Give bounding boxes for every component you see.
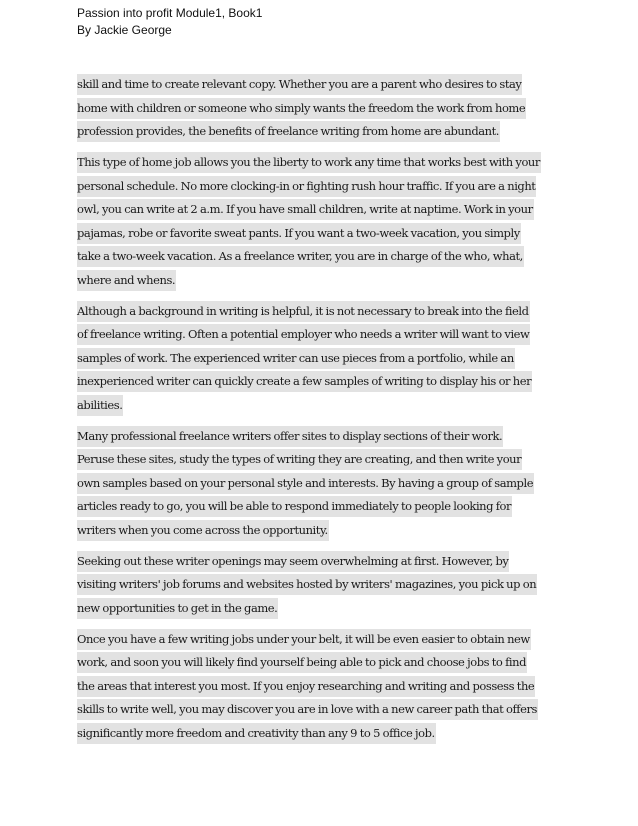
text-line: abilities. (77, 395, 123, 416)
text-line: Once you have a few writing jobs under your belt, it will be even easier to obtain new (77, 629, 531, 650)
paragraph (77, 301, 577, 416)
text-line: personal schedule. No more clocking-in or fighting rush hour traffic. If you are a night (77, 176, 536, 197)
document-author: By Jackie George (77, 23, 172, 37)
text-line: This type of home job allows you the liberty to work any time that works best with your (77, 152, 541, 173)
text-line: writers when you come across the opportunity. (77, 520, 329, 541)
paragraph (77, 426, 577, 541)
paragraph (77, 551, 577, 619)
text-line: articles ready to go, you will be able to respond immediately to people looking for (77, 496, 512, 517)
document-title: Passion into profit Module1, Book1 (77, 6, 263, 20)
paragraph (77, 629, 577, 744)
text-line: new opportunities to get in the game. (77, 598, 278, 619)
text-line: own samples based on your personal style and interests. By having a group of sample (77, 473, 534, 494)
text-line: samples of work. The experienced writer can use pieces from a portfolio, while an (77, 348, 515, 369)
text-line: significantly more freedom and creativity than any 9 to 5 office job. (77, 723, 436, 744)
text-line: visiting writers' job forums and websites hosted by writers' magazines, you pick up on (77, 574, 537, 595)
text-line: Although a background in writing is helpful, it is not necessary to break into the field (77, 301, 530, 322)
text-line: pajamas, robe or favorite sweat pants. If you want a two-week vacation, you simply (77, 223, 521, 244)
text-line: Seeking out these writer openings may seem overwhelming at first. However, by (77, 551, 509, 572)
text-line: home with children or someone who simply wants the freedom the work from home (77, 98, 526, 119)
paragraph (77, 152, 577, 291)
text-line: profession provides, the benefits of freelance writing from home are abundant. (77, 121, 500, 142)
paragraph (77, 74, 577, 142)
text-line: Peruse these sites, study the types of writing they are creating, and then write your (77, 449, 522, 470)
page-header (77, 5, 262, 39)
text-line: the areas that interest you most. If you enjoy researching and writing and possess the (77, 676, 535, 697)
text-line: Many professional freelance writers offer sites to display sections of their work. (77, 426, 503, 447)
text-line: skills to write well, you may discover you are in love with a new career path that offers (77, 699, 538, 720)
text-line: where and whens. (77, 270, 176, 291)
text-line: of freelance writing. Often a potential employer who needs a writer will want to view (77, 324, 530, 345)
document-body (77, 74, 577, 754)
text-line: inexperienced writer can quickly create a few samples of writing to display his or her (77, 371, 532, 392)
text-line: owl, you can write at 2 a.m. If you have small children, write at naptime. Work in your (77, 199, 534, 220)
text-line: skill and time to create relevant copy. Whether you are a parent who desires to stay (77, 74, 522, 95)
text-line: take a two-week vacation. As a freelance writer, you are in charge of the who, what, (77, 246, 524, 267)
text-line: work, and soon you will likely find yourself being able to pick and choose jobs to find (77, 652, 527, 673)
